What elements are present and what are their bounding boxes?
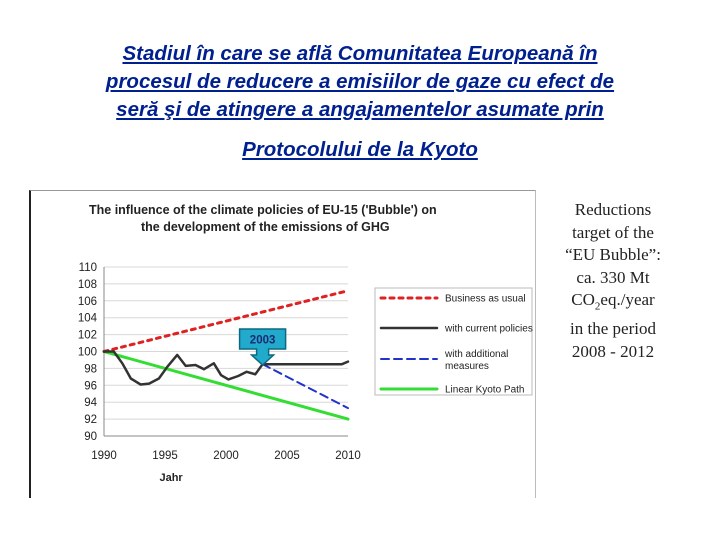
x-tick-labels: [91, 450, 361, 462]
annotation-2003: [240, 329, 286, 365]
y-tick-label: 108: [77, 278, 97, 291]
x-axis-label: Jahr: [159, 472, 183, 484]
x-tick-label: 1990: [91, 450, 117, 462]
note-line-3: “EU Bubble”:: [565, 245, 661, 265]
note-line-years: 2008 - 2012: [571, 341, 655, 361]
annotation-text: 2003: [249, 334, 276, 347]
title-line-4: Protocolului de la Kyoto: [242, 138, 478, 161]
slide-title: [30, 40, 690, 164]
title-line-1: Stadiul în care se află Comunitatea Europeană în: [122, 42, 598, 65]
y-tick-label: 90: [84, 431, 97, 443]
legend-label-additional: with additional: [445, 349, 509, 360]
x-tick-label: 1995: [152, 450, 178, 462]
note-line-1: Reductions: [574, 200, 652, 219]
y-tick-label: 102: [77, 329, 97, 342]
series-layer: [104, 291, 348, 419]
gridlines: [104, 267, 348, 436]
co2-suffix: eq./year: [600, 290, 655, 310]
y-tick-label: 96: [84, 380, 97, 393]
y-tick-label: 110: [78, 262, 97, 274]
chart-legend: [375, 288, 533, 396]
y-tick-label: 92: [84, 414, 97, 427]
legend-label-business: Business as usual: [445, 293, 526, 305]
y-tick-label: 100: [77, 346, 97, 359]
y-tick-label: 104: [77, 312, 97, 325]
y-tick-label: 94: [84, 397, 97, 410]
legend-label-kyoto: Linear Kyoto Path: [445, 384, 525, 396]
series-line-additional: [263, 364, 348, 408]
note-line-period: in the period: [570, 319, 656, 339]
y-tick-label: 98: [84, 363, 97, 376]
legend-label-current: with current policies: [445, 323, 533, 335]
co2-prefix: CO: [571, 290, 595, 310]
co2-subscript: 2: [594, 300, 601, 313]
x-tick-label: 2005: [274, 450, 300, 462]
emissions-chart: [31, 191, 536, 497]
y-tick-labels: [78, 262, 98, 443]
note-line-4: ca. 330 Mt: [576, 267, 650, 287]
chart-title-line-1: The influence of the climate policies of EU-15 ('Bubble') on: [89, 203, 437, 217]
series-line-business: [104, 291, 348, 352]
chart-image: [29, 190, 536, 498]
reduction-target-note: [553, 199, 673, 364]
title-line-2: procesul de reducere a emisiilor de gaze cu efect de: [105, 70, 615, 93]
title-line-3: seră şi de atingere a angajamentelor asumate prin: [116, 98, 604, 121]
y-tick-label: 106: [77, 295, 97, 308]
chart-title-line-2: the development of the emissions of GHG: [141, 220, 390, 234]
x-tick-label: 2000: [213, 450, 239, 462]
x-tick-label: 2010: [335, 450, 361, 462]
note-line-2: target of the: [572, 222, 654, 242]
legend-label-additional: measures: [445, 361, 489, 372]
note-line-co2: [553, 289, 673, 318]
